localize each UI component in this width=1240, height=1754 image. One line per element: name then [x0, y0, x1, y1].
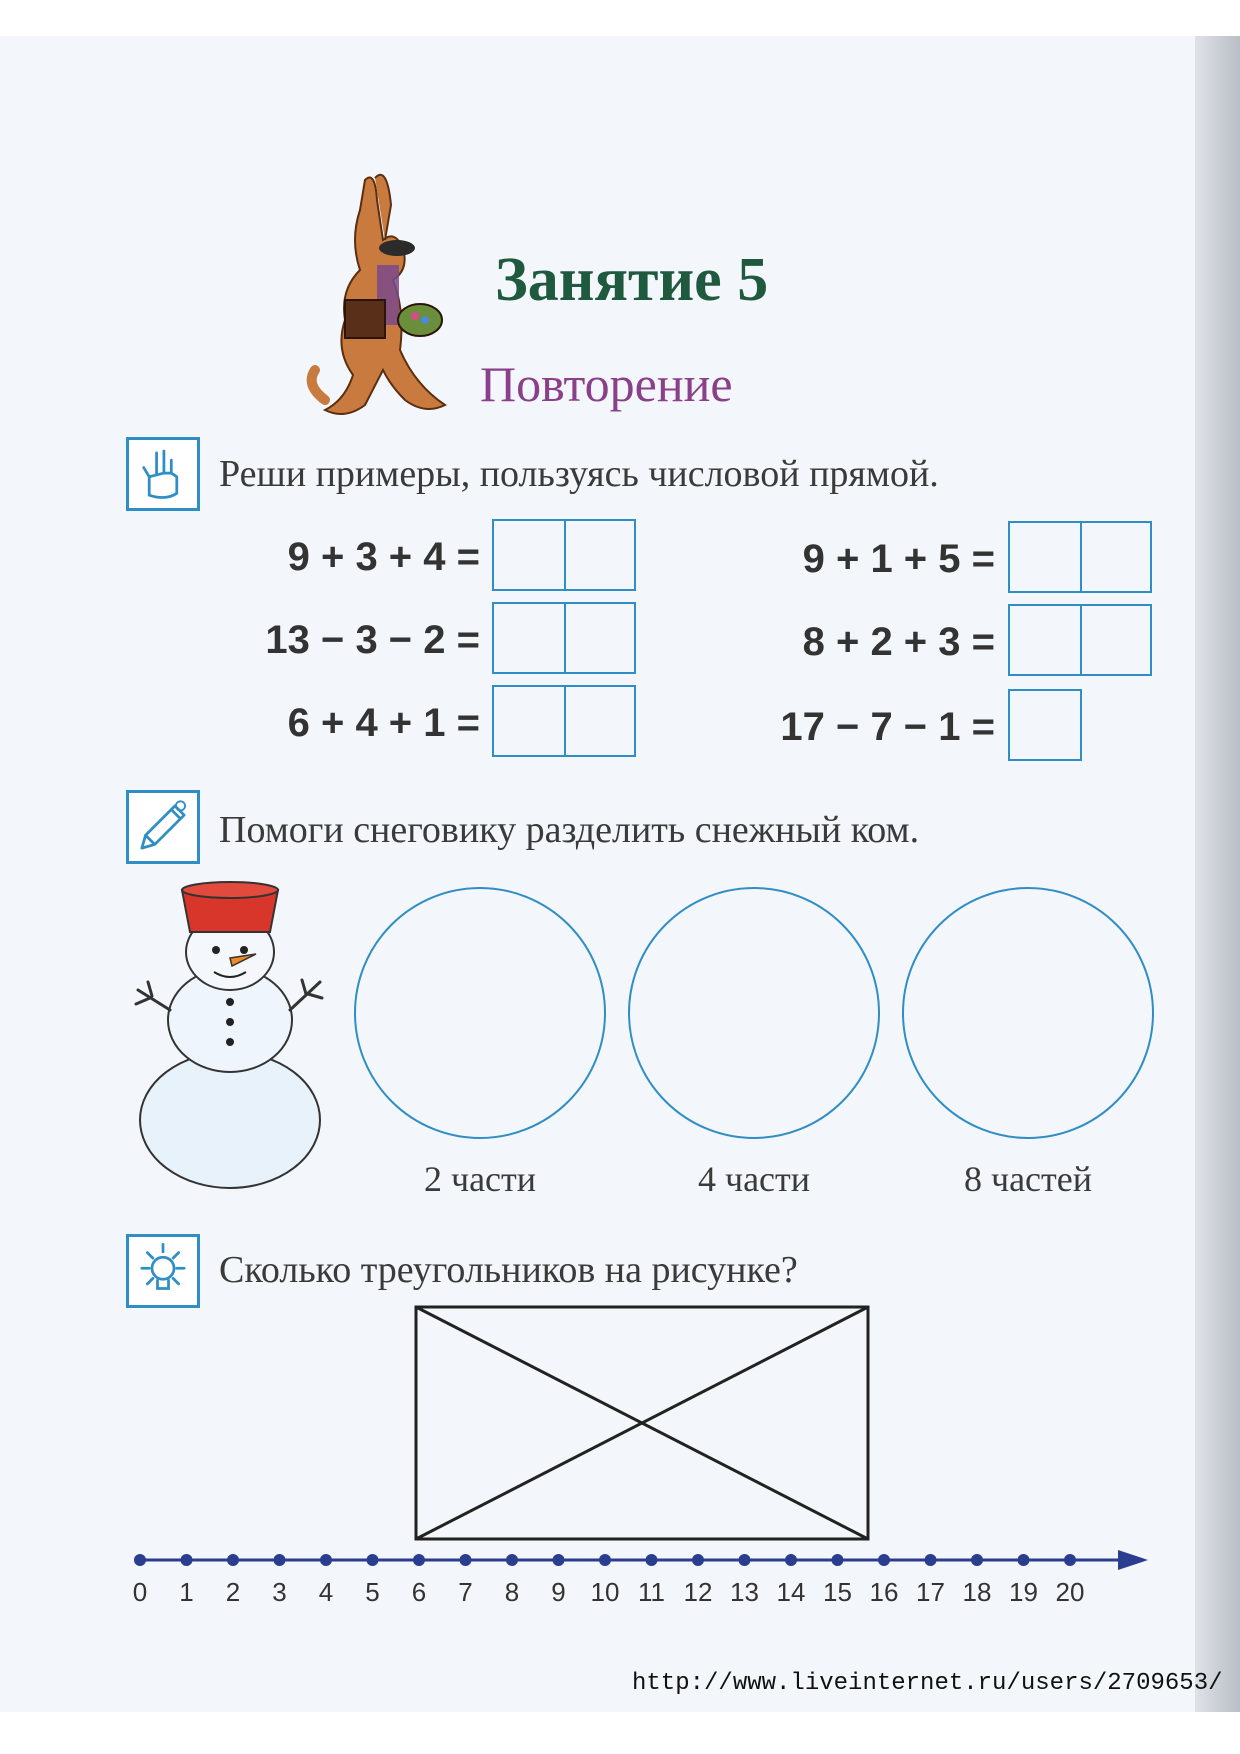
number-line-point: [971, 1554, 983, 1566]
answer-cell[interactable]: [494, 521, 564, 589]
example-right-1: 9 + 1 + 5 =: [802, 537, 995, 581]
number-line-point: [553, 1554, 565, 1566]
number-line-point: [227, 1554, 239, 1566]
example-right-3: 17 − 7 − 1 =: [780, 705, 995, 749]
number-line-label: 15: [823, 1577, 852, 1607]
number-line-arrow: [1118, 1550, 1148, 1570]
circle-label-2: 4 части: [697, 1159, 811, 1199]
number-line-label: 18: [962, 1577, 992, 1607]
number-line-label: 1: [179, 1577, 194, 1607]
triangles-figure: [412, 1303, 872, 1543]
snowball-circle-2[interactable]: [628, 887, 880, 1139]
number-line-point: [320, 1554, 332, 1566]
circle-label-1: 2 части: [423, 1159, 537, 1199]
answer-box-right-3[interactable]: [1008, 689, 1082, 761]
answer-box-right-1[interactable]: [1008, 521, 1152, 593]
answer-box-left-3[interactable]: [492, 685, 636, 757]
answer-cell[interactable]: [564, 521, 634, 589]
answer-cell[interactable]: [1010, 523, 1080, 591]
number-line-point: [367, 1554, 379, 1566]
number-line-label: 3: [272, 1577, 287, 1607]
number-line-label: 8: [504, 1577, 520, 1607]
task1-instruction: Реши примеры, пользуясь числовой прямой.: [219, 453, 939, 495]
answer-cell[interactable]: [1010, 606, 1080, 674]
number-line-point: [1064, 1554, 1076, 1566]
lightbulb-icon: [126, 1234, 200, 1308]
number-line-label: 2: [225, 1577, 241, 1607]
number-line-point: [599, 1554, 611, 1566]
number-line-point: [181, 1554, 193, 1566]
page-binding-edge: [1195, 36, 1240, 1712]
answer-cell[interactable]: [1080, 606, 1150, 674]
lesson-title: Занятие 5: [495, 246, 769, 314]
number-line-label: 9: [551, 1577, 566, 1607]
number-line-point: [274, 1554, 286, 1566]
number-line-label: 12: [683, 1577, 713, 1607]
kangaroo-illustration: [305, 170, 465, 430]
example-left-2: 13 − 3 − 2 =: [265, 618, 480, 662]
number-line-label: 14: [776, 1577, 806, 1607]
example-right-2: 8 + 2 + 3 =: [802, 620, 995, 664]
snowball-circle-3[interactable]: [902, 887, 1154, 1139]
pencil-icon: [126, 790, 200, 864]
answer-box-left-1[interactable]: [492, 519, 636, 591]
number-line-point: [646, 1554, 658, 1566]
answer-cell[interactable]: [1080, 523, 1150, 591]
number-line-label: 7: [458, 1577, 473, 1607]
number-line-label: 19: [1009, 1577, 1038, 1607]
circle-label-3: 8 частей: [963, 1159, 1093, 1199]
number-line-point: [832, 1554, 844, 1566]
number-line-point: [785, 1554, 797, 1566]
number-line-point: [692, 1554, 704, 1566]
number-line-label: 16: [869, 1577, 899, 1607]
source-url: http://www.liveinternet.ru/users/2709653/: [632, 1670, 1223, 1697]
answer-cell[interactable]: [564, 687, 634, 755]
number-line-label: 20: [1055, 1577, 1085, 1607]
hand-fingers-icon: [126, 437, 200, 511]
answer-cell[interactable]: [1010, 691, 1080, 759]
task3-instruction: Сколько треугольников на рисунке?: [219, 1249, 798, 1291]
example-left-3: 6 + 4 + 1 =: [287, 701, 480, 745]
answer-box-right-2[interactable]: [1008, 604, 1152, 676]
number-line-label: 13: [730, 1577, 759, 1607]
answer-box-left-2[interactable]: [492, 602, 636, 674]
snowball-circle-1[interactable]: [354, 887, 606, 1139]
snowman-illustration: [130, 870, 330, 1195]
task2-instruction: Помоги снеговику разделить снежный ком.: [219, 809, 920, 851]
answer-cell[interactable]: [564, 604, 634, 672]
answer-cell[interactable]: [494, 687, 564, 755]
number-line-point: [460, 1554, 472, 1566]
number-line-point: [878, 1554, 890, 1566]
number-line-label: 10: [590, 1577, 620, 1607]
number-line-label: 11: [638, 1577, 665, 1607]
number-line-label: 5: [365, 1577, 380, 1607]
answer-cell[interactable]: [494, 604, 564, 672]
number-line-point: [1018, 1554, 1030, 1566]
number-line-label: 6: [411, 1577, 427, 1607]
number-line-label: 0: [132, 1577, 148, 1607]
number-line-point: [413, 1554, 425, 1566]
lesson-subtitle: Повторение: [480, 356, 733, 412]
example-left-1: 9 + 3 + 4 =: [287, 535, 480, 579]
number-line-label: 17: [916, 1577, 945, 1607]
number-line-point: [506, 1554, 518, 1566]
number-line: [120, 1540, 1150, 1580]
number-line-point: [134, 1554, 146, 1566]
number-line-point: [925, 1554, 937, 1566]
number-line-label: 4: [318, 1577, 334, 1607]
number-line-point: [739, 1554, 751, 1566]
